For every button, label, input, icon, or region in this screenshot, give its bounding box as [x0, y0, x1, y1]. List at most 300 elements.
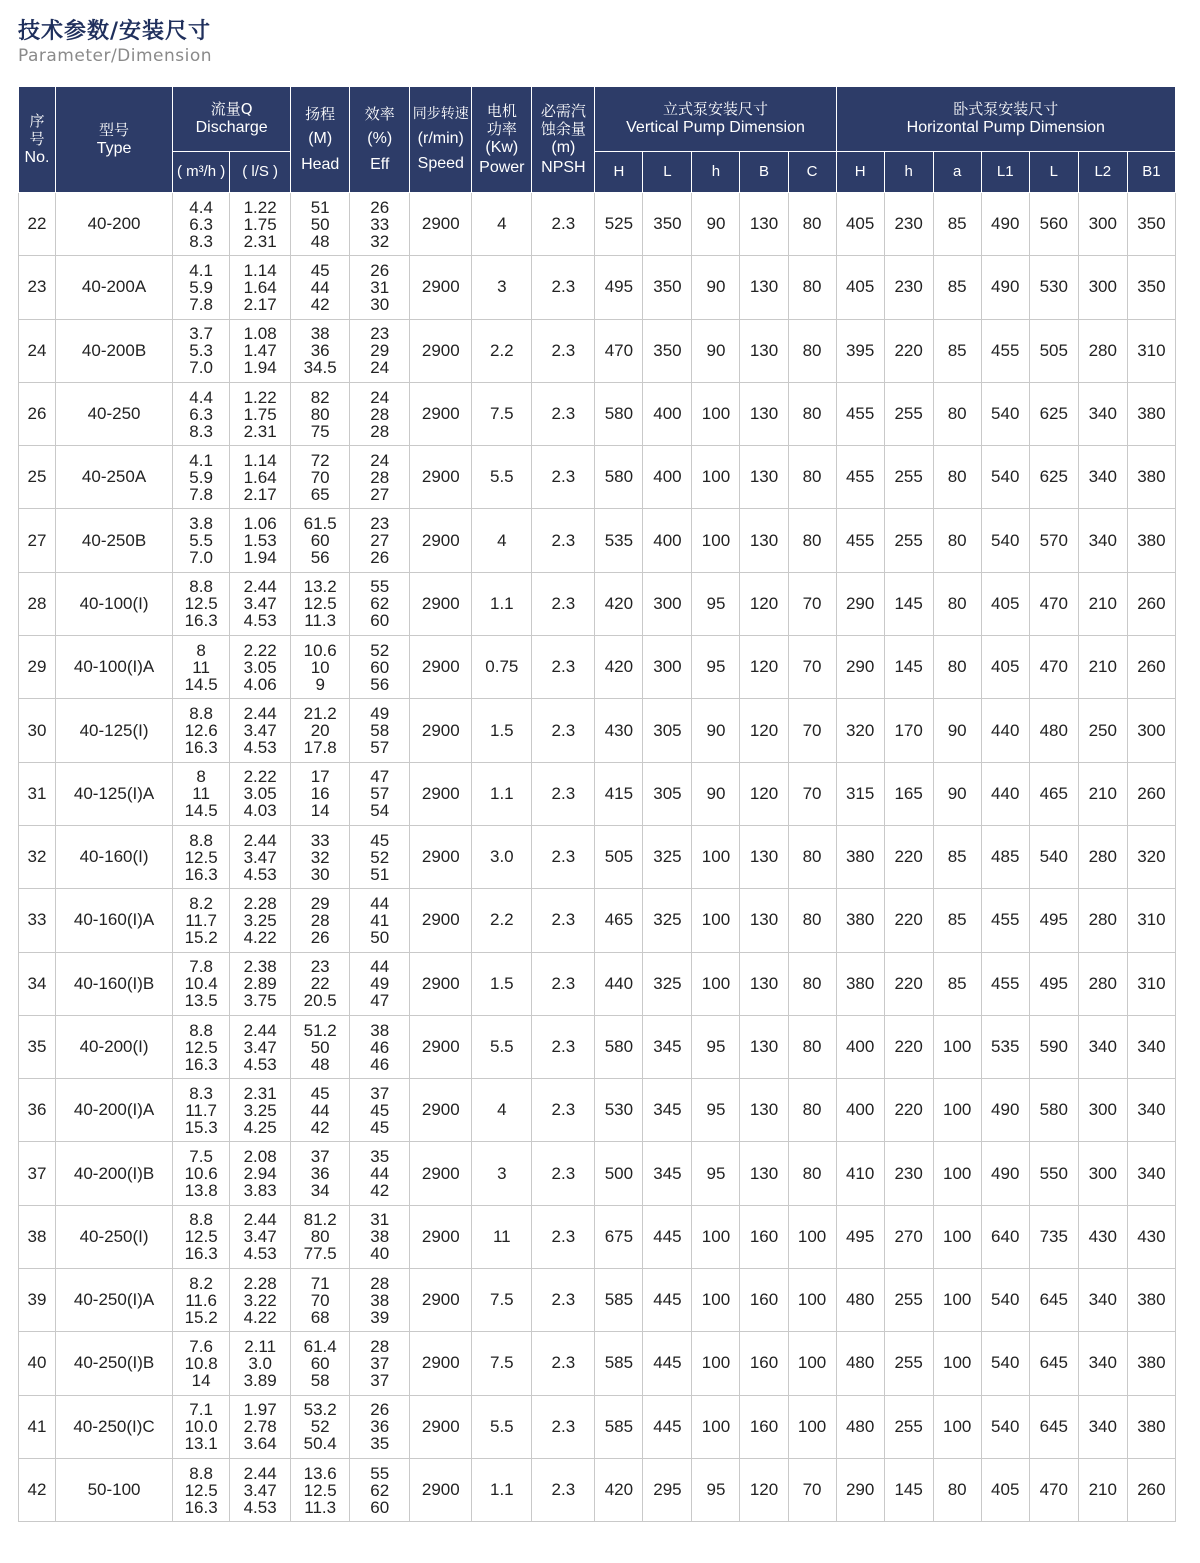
cell-horizontal-B1: 310: [1127, 319, 1175, 382]
cell-vertical-B: 160: [740, 1269, 788, 1332]
cell-type: 40-200(I)A: [56, 1079, 173, 1142]
cell-head-value: 58: [310, 1370, 330, 1390]
cell-vertical-L: 325: [643, 889, 692, 952]
cell-vertical-B: 130: [740, 382, 788, 445]
cell-discharge-ls-value: 2.11: [244, 1336, 277, 1356]
cell-head: [291, 1332, 350, 1395]
cell-horizontal-L1: 540: [981, 1395, 1029, 1458]
cell-horizontal-L1: 455: [981, 319, 1029, 382]
cell-power: 11: [472, 1205, 532, 1268]
cell-head-value: 37: [310, 1147, 330, 1167]
cell-head: [291, 1458, 350, 1521]
cell-speed: 2900: [410, 193, 472, 256]
col-speed: 同步转速 (r/min) Speed: [410, 87, 472, 193]
cell-head-value: 61.4: [303, 1336, 337, 1356]
col-h-L1: L1: [981, 152, 1029, 193]
cell-horizontal-L1: 540: [981, 1332, 1029, 1395]
cell-horizontal-L2: 300: [1078, 1142, 1127, 1205]
table-row: [19, 382, 1176, 445]
cell-horizontal-L2: 280: [1078, 952, 1127, 1015]
cell-npsh: 2.3: [532, 1269, 595, 1332]
cell-type: 40-250(I)B: [56, 1332, 173, 1395]
cell-speed: 2900: [410, 572, 472, 635]
cell-head-value: 71: [310, 1273, 330, 1293]
cell-eff: [350, 1458, 410, 1521]
cell-discharge-ls-value: 3.47: [243, 1227, 277, 1247]
cell-eff-value: 49: [370, 704, 390, 724]
cell-vertical-H: 585: [595, 1269, 643, 1332]
cell-discharge-ls-value: 2.44: [243, 1020, 277, 1040]
cell-discharge-m3h-value: 11.6: [185, 1290, 218, 1310]
cell-discharge-ls: [230, 319, 291, 382]
cell-discharge-m3h-value: 4.4: [189, 387, 213, 407]
cell-vertical-B: 160: [740, 1395, 788, 1458]
cell-discharge-ls: [230, 1205, 291, 1268]
col-v-h: h: [692, 152, 740, 193]
cell-horizontal-L2: 210: [1078, 636, 1127, 699]
cell-horizontal-L: 570: [1029, 509, 1078, 572]
cell-discharge-ls-value: 2.28: [243, 893, 277, 913]
cell-discharge-m3h: [173, 256, 230, 319]
cell-head: [291, 699, 350, 762]
col-ls: ( l/S ): [230, 152, 291, 193]
cell-horizontal-a: 90: [933, 699, 981, 762]
cell-horizontal-L2: 250: [1078, 699, 1127, 762]
col-v-B: B: [740, 152, 788, 193]
cell-vertical-L: 400: [643, 382, 692, 445]
cell-discharge-ls: [230, 1269, 291, 1332]
cell-discharge-ls-value: 3.47: [243, 721, 277, 741]
cell-power: 1.5: [472, 952, 532, 1015]
cell-no: 35: [19, 1015, 56, 1078]
cell-horizontal-B1: 380: [1127, 382, 1175, 445]
cell-discharge-m3h: [173, 193, 230, 256]
cell-discharge-ls-value: 2.31: [243, 231, 277, 251]
cell-horizontal-L: 560: [1029, 193, 1078, 256]
cell-power: 1.1: [472, 1458, 532, 1521]
cell-vertical-H: 585: [595, 1332, 643, 1395]
cell-vertical-h: 100: [692, 1269, 740, 1332]
cell-horizontal-L2: 340: [1078, 1395, 1127, 1458]
table-row: [19, 1458, 1176, 1521]
cell-head-value: 77.5: [303, 1244, 337, 1264]
cell-discharge-m3h-value: 8.3: [189, 231, 213, 251]
cell-vertical-h: 95: [692, 636, 740, 699]
cell-speed: 2900: [410, 889, 472, 952]
cell-discharge-m3h: [173, 889, 230, 952]
cell-vertical-h: 90: [692, 193, 740, 256]
cell-eff-value: 55: [370, 577, 390, 597]
cell-eff-value: 44: [370, 957, 390, 977]
table-body: [19, 193, 1176, 1522]
cell-eff: [350, 636, 410, 699]
cell-discharge-ls: [230, 952, 291, 1015]
cell-horizontal-L1: 540: [981, 382, 1029, 445]
cell-discharge-m3h: [173, 762, 230, 825]
cell-discharge-m3h-value: 8.8: [189, 1210, 213, 1230]
cell-eff: [350, 762, 410, 825]
cell-horizontal-a: 100: [933, 1332, 981, 1395]
cell-discharge-m3h-value: 8.8: [189, 830, 213, 850]
cell-head-value: 81.2: [303, 1210, 337, 1230]
cell-discharge-ls-value: 3.47: [243, 1037, 277, 1057]
cell-eff-value: 31: [370, 277, 390, 297]
cell-horizontal-L: 540: [1029, 825, 1078, 888]
cell-vertical-B: 120: [740, 636, 788, 699]
cell-discharge-ls-value: 1.22: [243, 387, 277, 407]
cell-head-value: 16: [310, 784, 330, 804]
cell-head-value: 60: [310, 531, 330, 551]
table-row: [19, 1015, 1176, 1078]
cell-horizontal-L2: 300: [1078, 1079, 1127, 1142]
cell-discharge-m3h-value: 15.3: [184, 1117, 218, 1137]
cell-discharge-ls: [230, 1332, 291, 1395]
table-row: [19, 699, 1176, 762]
cell-vertical-h: 90: [692, 256, 740, 319]
cell-discharge-ls-value: 1.94: [243, 548, 277, 568]
cell-eff-value: 45: [370, 830, 390, 850]
cell-vertical-H: 420: [595, 1458, 643, 1521]
cell-no: 38: [19, 1205, 56, 1268]
cell-npsh: 2.3: [532, 256, 595, 319]
cell-discharge-m3h-value: 8.2: [189, 893, 213, 913]
cell-power: 3: [472, 1142, 532, 1205]
cell-discharge-m3h: [173, 1458, 230, 1521]
cell-eff: [350, 572, 410, 635]
cell-eff: [350, 193, 410, 256]
cell-discharge-m3h-value: 8.8: [189, 1020, 213, 1040]
cell-discharge-m3h-value: 12.6: [184, 721, 218, 741]
cell-horizontal-a: 80: [933, 509, 981, 572]
cell-horizontal-L2: 280: [1078, 825, 1127, 888]
cell-eff-value: 38: [370, 1290, 390, 1310]
cell-head-value: 34.5: [303, 358, 337, 378]
cell-power: 5.5: [472, 1015, 532, 1078]
cell-discharge-ls: [230, 382, 291, 445]
cell-discharge-m3h: [173, 1269, 230, 1332]
cell-vertical-B: 160: [740, 1332, 788, 1395]
cell-horizontal-h: 255: [884, 509, 933, 572]
page-title: 技术参数/安装尺寸: [18, 19, 212, 44]
cell-eff-value: 38: [370, 1020, 390, 1040]
cell-horizontal-H: 495: [836, 1205, 884, 1268]
cell-vertical-H: 585: [595, 1395, 643, 1458]
cell-discharge-m3h-value: 12.5: [184, 594, 218, 614]
cell-vertical-L: 300: [643, 636, 692, 699]
cell-horizontal-h: 165: [884, 762, 933, 825]
cell-head: [291, 1269, 350, 1332]
table-row: [19, 1269, 1176, 1332]
cell-discharge-m3h: [173, 1332, 230, 1395]
cell-power: 7.5: [472, 1332, 532, 1395]
cell-no: 34: [19, 952, 56, 1015]
cell-horizontal-L: 625: [1029, 382, 1078, 445]
cell-vertical-B: 130: [740, 1142, 788, 1205]
cell-head-value: 80: [310, 1227, 330, 1247]
cell-eff-value: 62: [370, 1480, 390, 1500]
cell-horizontal-H: 290: [836, 636, 884, 699]
cell-eff-value: 50: [370, 927, 390, 947]
cell-vertical-L: 445: [643, 1269, 692, 1332]
cell-discharge-m3h-value: 7.0: [189, 358, 213, 378]
cell-vertical-C: 70: [788, 636, 836, 699]
cell-horizontal-L: 470: [1029, 572, 1078, 635]
table-row: [19, 319, 1176, 382]
cell-npsh: 2.3: [532, 825, 595, 888]
cell-horizontal-H: 455: [836, 382, 884, 445]
cell-discharge-m3h-value: 10.0: [184, 1417, 218, 1437]
table-row: [19, 1332, 1176, 1395]
cell-head-value: 36: [310, 341, 330, 361]
cell-vertical-h: 100: [692, 509, 740, 572]
cell-discharge-m3h-value: 12.5: [184, 847, 218, 867]
cell-discharge-ls-value: 2.94: [243, 1164, 277, 1184]
cell-horizontal-L1: 440: [981, 699, 1029, 762]
cell-discharge-ls-value: 4.53: [243, 1054, 277, 1074]
cell-type: 40-200A: [56, 256, 173, 319]
cell-head-value: 17: [310, 767, 330, 787]
table-row: [19, 825, 1176, 888]
cell-power: 5.5: [472, 446, 532, 509]
cell-power: 1.1: [472, 572, 532, 635]
cell-horizontal-h: 170: [884, 699, 933, 762]
cell-head-value: 56: [310, 548, 330, 568]
cell-eff: [350, 509, 410, 572]
cell-discharge-ls: [230, 1395, 291, 1458]
cell-horizontal-L: 590: [1029, 1015, 1078, 1078]
cell-vertical-L: 350: [643, 319, 692, 382]
cell-head-value: 70: [310, 1290, 330, 1310]
cell-vertical-C: 70: [788, 1458, 836, 1521]
cell-eff-value: 49: [370, 974, 390, 994]
cell-head-value: 22: [310, 974, 330, 994]
cell-vertical-C: 80: [788, 1079, 836, 1142]
cell-vertical-C: 70: [788, 699, 836, 762]
cell-vertical-h: 100: [692, 952, 740, 1015]
cell-discharge-ls-value: 2.89: [243, 974, 277, 994]
cell-discharge-ls: [230, 762, 291, 825]
cell-horizontal-L: 625: [1029, 446, 1078, 509]
cell-vertical-C: 80: [788, 446, 836, 509]
cell-vertical-H: 580: [595, 1015, 643, 1078]
cell-head: [291, 636, 350, 699]
cell-discharge-ls-value: 2.08: [243, 1147, 277, 1167]
cell-no: 31: [19, 762, 56, 825]
cell-npsh: 2.3: [532, 952, 595, 1015]
cell-horizontal-B1: 300: [1127, 699, 1175, 762]
cell-discharge-m3h-value: 10.8: [184, 1353, 218, 1373]
col-h-L2: L2: [1078, 152, 1127, 193]
cell-type: 40-250(I): [56, 1205, 173, 1268]
cell-horizontal-h: 230: [884, 1142, 933, 1205]
cell-head-value: 48: [310, 1054, 330, 1074]
cell-eff-value: 46: [370, 1037, 390, 1057]
cell-type: 40-125(I): [56, 699, 173, 762]
cell-vertical-C: 80: [788, 825, 836, 888]
cell-eff-value: 35: [370, 1434, 390, 1454]
cell-discharge-m3h-value: 11: [192, 657, 210, 677]
cell-head-value: 26: [310, 927, 330, 947]
cell-speed: 2900: [410, 762, 472, 825]
cell-discharge-m3h-value: 8.8: [189, 1463, 213, 1483]
cell-vertical-C: 80: [788, 319, 836, 382]
cell-horizontal-L1: 490: [981, 1079, 1029, 1142]
cell-vertical-L: 350: [643, 256, 692, 319]
cell-discharge-m3h-value: 11: [192, 784, 210, 804]
cell-discharge-ls-value: 4.06: [243, 674, 277, 694]
cell-eff-value: 23: [370, 514, 390, 534]
cell-horizontal-B1: 380: [1127, 446, 1175, 509]
cell-horizontal-L1: 490: [981, 256, 1029, 319]
cell-power: 4: [472, 1079, 532, 1142]
cell-discharge-ls-value: 3.05: [243, 657, 277, 677]
cell-discharge-ls-value: 1.08: [243, 324, 277, 344]
cell-discharge-m3h-value: 6.3: [189, 214, 213, 234]
cell-power: 0.75: [472, 636, 532, 699]
cell-discharge-ls-value: 2.44: [243, 830, 277, 850]
cell-head-value: 72: [310, 450, 330, 470]
cell-eff-value: 37: [370, 1353, 390, 1373]
cell-discharge-m3h: [173, 572, 230, 635]
cell-head: [291, 382, 350, 445]
cell-eff-value: 27: [370, 484, 390, 504]
cell-horizontal-L1: 490: [981, 193, 1029, 256]
cell-horizontal-L1: 405: [981, 572, 1029, 635]
cell-power: 2.2: [472, 319, 532, 382]
cell-horizontal-a: 100: [933, 1015, 981, 1078]
cell-discharge-ls-value: 2.22: [243, 767, 277, 787]
cell-no: 27: [19, 509, 56, 572]
cell-discharge-ls-value: 3.47: [243, 847, 277, 867]
cell-eff: [350, 1015, 410, 1078]
cell-eff-value: 42: [370, 1181, 390, 1201]
col-eff: 效率 (%) Eff: [350, 87, 410, 193]
cell-horizontal-L2: 340: [1078, 1015, 1127, 1078]
cell-horizontal-h: 145: [884, 1458, 933, 1521]
cell-vertical-B: 130: [740, 1079, 788, 1142]
cell-discharge-ls-value: 1.97: [243, 1400, 277, 1420]
cell-discharge-m3h-value: 11.7: [185, 1100, 218, 1120]
cell-power: 3.0: [472, 825, 532, 888]
cell-horizontal-L2: 430: [1078, 1205, 1127, 1268]
cell-eff-value: 60: [370, 657, 390, 677]
cell-eff-value: 52: [370, 847, 390, 867]
cell-head-value: 13.2: [303, 577, 337, 597]
cell-horizontal-L: 645: [1029, 1395, 1078, 1458]
cell-vertical-h: 100: [692, 889, 740, 952]
cell-discharge-m3h-value: 3.7: [189, 324, 213, 344]
cell-npsh: 2.3: [532, 1142, 595, 1205]
cell-vertical-B: 130: [740, 319, 788, 382]
cell-discharge-ls-value: 4.53: [243, 738, 277, 758]
cell-eff: [350, 446, 410, 509]
cell-vertical-h: 95: [692, 1015, 740, 1078]
cell-vertical-h: 90: [692, 699, 740, 762]
cell-discharge-ls-value: 1.53: [243, 531, 277, 551]
cell-head-value: 34: [310, 1181, 330, 1201]
cell-vertical-B: 130: [740, 446, 788, 509]
cell-horizontal-L2: 340: [1078, 1332, 1127, 1395]
cell-discharge-ls-value: 2.31: [243, 421, 277, 441]
cell-discharge-m3h: [173, 636, 230, 699]
cell-horizontal-B1: 260: [1127, 636, 1175, 699]
cell-horizontal-a: 80: [933, 636, 981, 699]
cell-eff-value: 28: [370, 421, 390, 441]
cell-head-value: 50: [310, 1037, 330, 1057]
cell-vertical-H: 530: [595, 1079, 643, 1142]
cell-discharge-ls-value: 1.14: [243, 450, 277, 470]
cell-horizontal-a: 85: [933, 193, 981, 256]
cell-discharge-m3h-value: 3.8: [189, 514, 213, 534]
cell-type: 40-250(I)A: [56, 1269, 173, 1332]
cell-horizontal-L: 495: [1029, 952, 1078, 1015]
cell-vertical-C: 80: [788, 256, 836, 319]
cell-horizontal-a: 85: [933, 319, 981, 382]
cell-horizontal-h: 220: [884, 889, 933, 952]
cell-eff: [350, 952, 410, 1015]
cell-type: 40-250A: [56, 446, 173, 509]
cell-discharge-ls: [230, 1079, 291, 1142]
cell-horizontal-B1: 380: [1127, 1395, 1175, 1458]
cell-vertical-L: 325: [643, 952, 692, 1015]
cell-horizontal-h: 255: [884, 1395, 933, 1458]
cell-vertical-L: 300: [643, 572, 692, 635]
cell-eff-value: 36: [370, 1417, 390, 1437]
col-npsh: 必需汽 蚀余量 (m) NPSH: [532, 87, 595, 193]
cell-no: 42: [19, 1458, 56, 1521]
cell-horizontal-L: 470: [1029, 1458, 1078, 1521]
cell-vertical-C: 80: [788, 1142, 836, 1205]
cell-vertical-B: 130: [740, 509, 788, 572]
cell-eff-value: 26: [370, 260, 390, 280]
cell-discharge-m3h-value: 4.4: [189, 197, 213, 217]
cell-eff-value: 47: [370, 991, 390, 1011]
cell-speed: 2900: [410, 636, 472, 699]
cell-horizontal-B1: 340: [1127, 1142, 1175, 1205]
cell-vertical-C: 80: [788, 952, 836, 1015]
cell-power: 1.1: [472, 762, 532, 825]
table-row: [19, 1205, 1176, 1268]
cell-speed: 2900: [410, 1205, 472, 1268]
cell-vertical-B: 120: [740, 699, 788, 762]
cell-horizontal-L2: 210: [1078, 762, 1127, 825]
cell-power: 5.5: [472, 1395, 532, 1458]
cell-vertical-L: 345: [643, 1142, 692, 1205]
cell-vertical-B: 130: [740, 952, 788, 1015]
cell-horizontal-h: 230: [884, 193, 933, 256]
cell-discharge-ls-value: 2.17: [243, 294, 277, 314]
cell-eff-value: 30: [370, 294, 390, 314]
cell-horizontal-B1: 340: [1127, 1079, 1175, 1142]
cell-eff: [350, 1079, 410, 1142]
cell-vertical-L: 400: [643, 509, 692, 572]
cell-eff-value: 39: [370, 1307, 390, 1327]
cell-discharge-ls-value: 3.05: [243, 784, 277, 804]
cell-eff: [350, 699, 410, 762]
cell-head-value: 23: [310, 957, 330, 977]
cell-vertical-B: 130: [740, 193, 788, 256]
cell-discharge-ls-value: 4.53: [243, 1244, 277, 1264]
cell-vertical-H: 465: [595, 889, 643, 952]
cell-horizontal-L: 505: [1029, 319, 1078, 382]
cell-discharge-m3h-value: 7.8: [189, 484, 213, 504]
cell-vertical-H: 580: [595, 446, 643, 509]
parameter-table: [18, 86, 1176, 1522]
table-row: [19, 446, 1176, 509]
cell-no: 39: [19, 1269, 56, 1332]
col-h-h: h: [884, 152, 933, 193]
cell-vertical-H: 470: [595, 319, 643, 382]
